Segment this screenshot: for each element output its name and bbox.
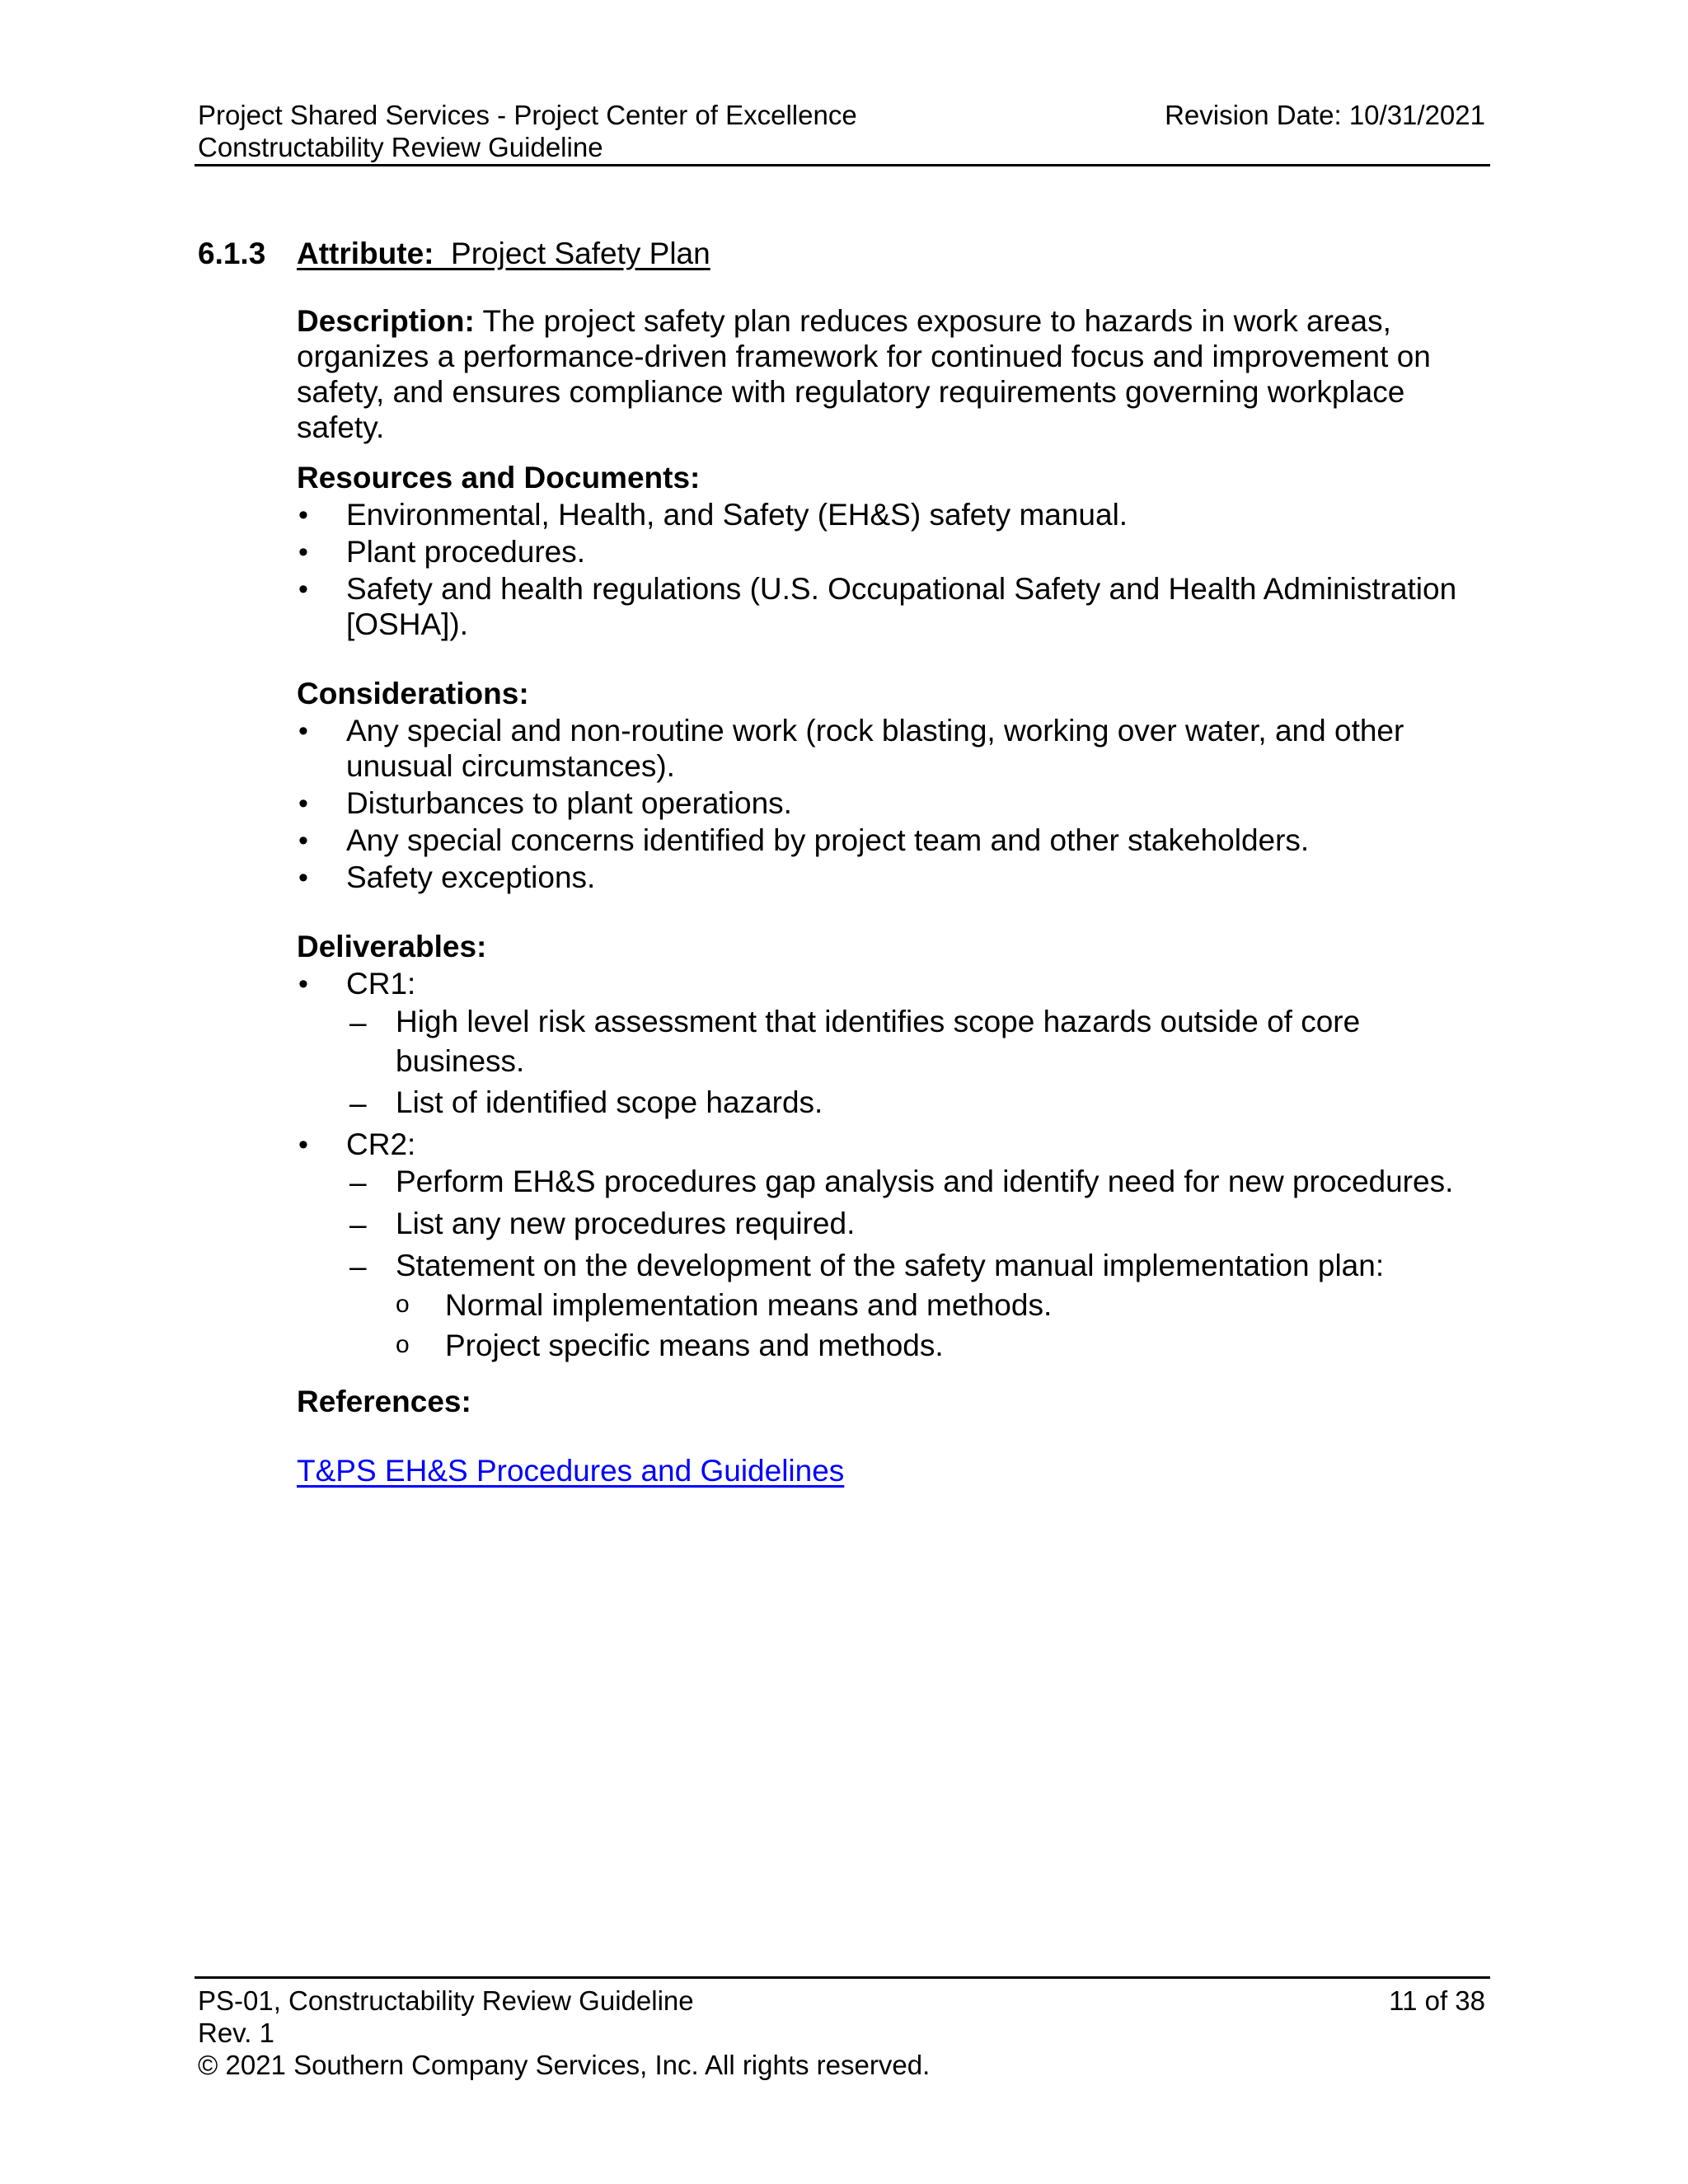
cr2-item: List any new procedures required. <box>396 1207 856 1240</box>
cr2-subitem: Project specific means and methods. <box>445 1329 944 1362</box>
footer-doc-id: PS-01, Constructability Review Guideline <box>198 1985 694 2016</box>
header-org-line: Project Shared Services - Project Center of Excellence <box>198 100 857 130</box>
section-number: 6.1.3 <box>198 237 266 270</box>
bullet-icon: • <box>298 574 308 605</box>
deliverable-cr2-label: CR2: <box>346 1127 416 1161</box>
considerations-heading: Considerations: <box>297 677 529 710</box>
consideration-item: Any special concerns identified by project team and other stakeholders. <box>346 823 1310 857</box>
section-title <box>297 236 710 271</box>
header-rule <box>195 164 1490 166</box>
cr1-item: List of identified scope hazards. <box>396 1085 823 1119</box>
consideration-item-continuation: unusual circumstances). <box>346 749 675 783</box>
attribute-value: Project Safety Plan <box>451 237 710 270</box>
resource-item: Plant procedures. <box>346 535 586 569</box>
dash-icon: – <box>349 1165 367 1199</box>
cr2-item: Statement on the development of the safety manual implementation plan: <box>396 1249 1385 1282</box>
description-line-2: organizes a performance-driven framework for continued focus and improvement on <box>297 340 1431 373</box>
description-line-4: safety. <box>297 410 385 444</box>
description-line-1 <box>297 303 1391 339</box>
description-label: Description: <box>297 304 475 338</box>
footer-copyright: © 2021 Southern Company Services, Inc. All rights reserved. <box>198 2050 931 2080</box>
bullet-icon: • <box>298 499 308 531</box>
cr1-item-continuation: business. <box>396 1044 525 1078</box>
dash-icon: – <box>349 1086 367 1120</box>
bullet-icon: • <box>298 537 308 568</box>
bullet-icon: • <box>298 968 308 1000</box>
deliverable-cr1-label: CR1: <box>346 967 416 1001</box>
resources-heading: Resources and Documents: <box>297 461 701 494</box>
bullet-icon: • <box>298 862 308 893</box>
bullet-icon: • <box>298 1129 308 1160</box>
cr2-subitem: Normal implementation means and methods. <box>445 1288 1053 1322</box>
consideration-item: Any special and non-routine work (rock blasting, working over water, and other <box>346 714 1404 748</box>
dash-icon: – <box>349 1249 367 1283</box>
header-doc-line: Constructability Review Guideline <box>198 132 603 162</box>
footer-rule <box>195 1976 1490 1979</box>
resource-item: Safety and health regulations (U.S. Occupational Safety and Health Administration <box>346 572 1457 606</box>
bullet-icon: • <box>298 825 308 856</box>
consideration-item: Safety exceptions. <box>346 860 596 894</box>
bullet-icon: • <box>298 788 308 819</box>
resource-item-continuation: [OSHA]). <box>346 607 469 641</box>
references-heading: References: <box>297 1385 471 1418</box>
footer-page-number: 11 of 38 <box>1389 1985 1485 2016</box>
dash-icon: – <box>349 1207 367 1241</box>
circle-bullet-icon: o <box>396 1291 410 1318</box>
attribute-label: Attribute: <box>297 237 434 270</box>
description-text: The project safety plan reduces exposure to hazards in work areas, <box>482 304 1391 338</box>
dash-icon: – <box>349 1005 367 1039</box>
references-link[interactable]: T&PS EH&S Procedures and Guidelines <box>297 1454 845 1488</box>
resource-item: Environmental, Health, and Safety (EH&S) safety manual. <box>346 498 1128 532</box>
footer-revision: Rev. 1 <box>198 2018 274 2048</box>
header-revision-date: Revision Date: 10/31/2021 <box>1165 100 1485 130</box>
cr1-item: High level risk assessment that identifies scope hazards outside of core <box>396 1005 1361 1038</box>
deliverables-heading: Deliverables: <box>297 930 487 963</box>
cr2-item: Perform EH&S procedures gap analysis and identify need for new procedures. <box>396 1165 1454 1198</box>
consideration-item: Disturbances to plant operations. <box>346 786 792 820</box>
description-line-3: safety, and ensures compliance with regulatory requirements governing workplace <box>297 375 1405 409</box>
circle-bullet-icon: o <box>396 1331 410 1358</box>
bullet-icon: • <box>298 715 308 747</box>
